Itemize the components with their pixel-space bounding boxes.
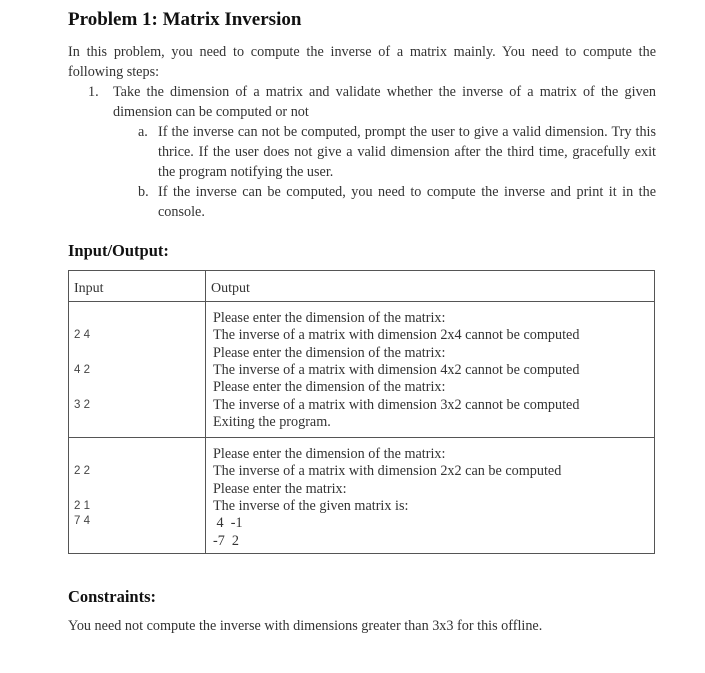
output-line: The inverse of a matrix with dimension 2x2 can be computed: [213, 463, 562, 479]
output-line: -7 2: [213, 533, 240, 549]
output-line: The inverse of the given matrix is:: [213, 498, 409, 514]
output-line: Please enter the dimension of the matrix:: [213, 345, 446, 361]
table-row: [69, 302, 655, 438]
input-line: 3 2: [74, 399, 90, 411]
intro-paragraph: In this problem, you need to compute the inverse of a matrix mainly. You need to compute the following steps:: [68, 44, 656, 80]
input-cell: [69, 302, 206, 438]
output-line: The inverse of a matrix with dimension 4x2 cannot be computed: [213, 362, 580, 378]
output-line: The inverse of a matrix with dimension 3x2 cannot be computed: [213, 397, 580, 413]
substep-item-b: [113, 182, 656, 222]
io-table: [68, 270, 655, 554]
table-row: [69, 438, 655, 554]
input-line: 2 2: [74, 465, 90, 477]
steps-list: [68, 82, 656, 222]
constraints-text: You need not compute the inverse with dimensions greater than 3x3 for this offline.: [68, 618, 543, 634]
output-line: Please enter the matrix:: [213, 481, 347, 497]
substep-item-a: [113, 122, 656, 182]
output-line: 4 -1: [213, 515, 243, 531]
substeps-list: [113, 122, 656, 222]
step-text: Take the dimension of a matrix and validate whether the inverse of a matrix of the given dimension can be computed or not: [113, 84, 656, 120]
substep-text: If the inverse can not be computed, prompt the user to give a valid dimension. Try this thrice. If the user does not give a valid dimension after the third time, gracefully exit the program notifying the user.: [158, 124, 656, 180]
output-line: Please enter the dimension of the matrix:: [213, 446, 446, 462]
input-line: 7 4: [74, 515, 90, 527]
substep-mark: b.: [138, 184, 149, 200]
step-number: 1.: [88, 84, 99, 100]
step-item: [68, 82, 656, 222]
input-line: 4 2: [74, 364, 90, 376]
substep-mark: a.: [138, 124, 148, 140]
input-line: 2 4: [74, 329, 90, 341]
io-heading: Input/Output:: [68, 241, 169, 260]
input-header: Input: [69, 271, 206, 302]
output-header: Output: [206, 271, 655, 302]
output-line: Please enter the dimension of the matrix:: [213, 379, 446, 395]
table-header-row: [69, 271, 655, 302]
output-cell: [206, 438, 655, 554]
output-cell: [206, 302, 655, 438]
substep-text: If the inverse can be computed, you need to compute the inverse and print it in the console.: [158, 184, 656, 220]
output-line: The inverse of a matrix with dimension 2x4 cannot be computed: [213, 327, 580, 343]
output-line: Please enter the dimension of the matrix:: [213, 310, 446, 326]
output-line: Exiting the program.: [213, 414, 331, 430]
input-cell: [69, 438, 206, 554]
input-line: 2 1: [74, 500, 90, 512]
constraints-heading: Constraints:: [68, 587, 157, 606]
problem-title: Problem 1: Matrix Inversion: [68, 9, 302, 30]
